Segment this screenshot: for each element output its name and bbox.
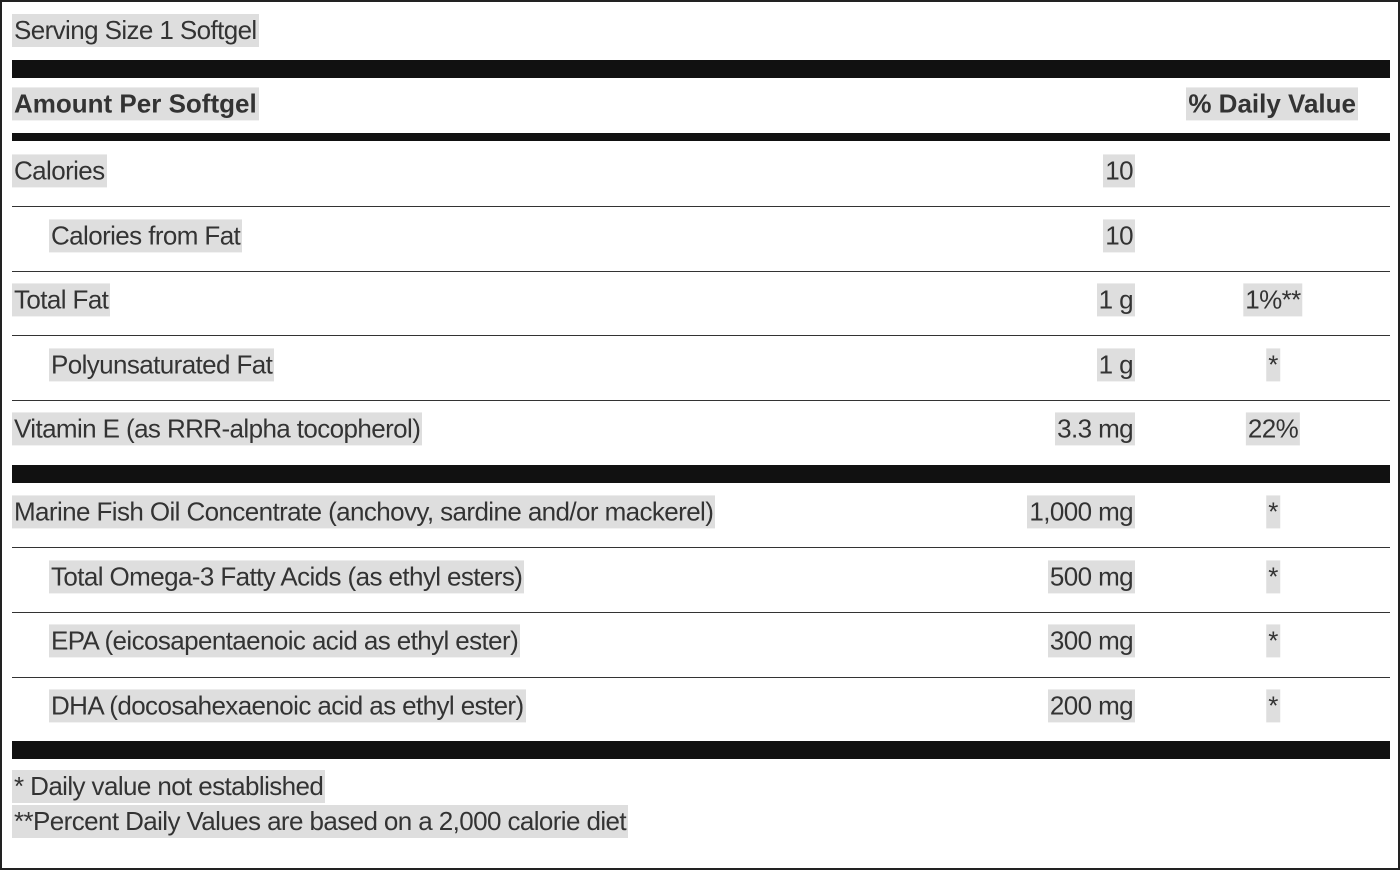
table-row xyxy=(12,674,1390,738)
nutrient-daily-value: * xyxy=(1266,348,1280,381)
footnote-percent-daily: **Percent Daily Values are based on a 2,000 calorie diet xyxy=(12,805,628,838)
amount-per-label: Amount Per Softgel xyxy=(12,87,259,120)
table-row xyxy=(12,397,1390,461)
nutrient-amount: 10 xyxy=(1103,154,1135,187)
footnote-not-established: * Daily value not established xyxy=(12,770,325,803)
nutrient-name: Calories xyxy=(12,154,107,187)
serving-size: Serving Size 1 Softgel xyxy=(12,14,259,47)
nutrient-amount: 10 xyxy=(1103,219,1135,252)
nutrient-amount: 3.3 mg xyxy=(1055,412,1135,445)
nutrient-daily-value: * xyxy=(1266,624,1280,657)
nutrient-name: Calories from Fat xyxy=(49,219,242,252)
table-row xyxy=(12,545,1390,609)
thick-divider xyxy=(12,741,1390,759)
nutrient-amount: 500 mg xyxy=(1048,560,1135,593)
nutrient-daily-value: 1%** xyxy=(1243,283,1302,316)
nutrient-amount: 200 mg xyxy=(1048,689,1135,722)
table-row xyxy=(12,139,1390,203)
nutrient-daily-value: * xyxy=(1266,560,1280,593)
nutrient-amount: 1 g xyxy=(1097,348,1135,381)
nutrient-amount: 1 g xyxy=(1097,283,1135,316)
nutrient-amount: 1,000 mg xyxy=(1027,495,1135,528)
table-row xyxy=(12,333,1390,397)
nutrient-name: DHA (docosahexaenoic acid as ethyl ester) xyxy=(49,689,526,722)
nutrient-name: Vitamin E (as RRR-alpha tocopherol) xyxy=(12,412,422,445)
nutrient-daily-value: * xyxy=(1266,689,1280,722)
daily-value-label: % Daily Value xyxy=(1186,87,1358,120)
nutrient-name: EPA (eicosapentaenoic acid as ethyl ester) xyxy=(49,624,520,657)
table-row xyxy=(12,268,1390,332)
nutrient-daily-value: 22% xyxy=(1246,412,1300,445)
nutrient-daily-value: * xyxy=(1266,495,1280,528)
nutrient-name: Polyunsaturated Fat xyxy=(49,348,274,381)
nutrient-name: Total Omega-3 Fatty Acids (as ethyl esters) xyxy=(49,560,524,593)
table-row xyxy=(12,609,1390,673)
table-row xyxy=(12,204,1390,268)
nutrient-name: Marine Fish Oil Concentrate (anchovy, sardine and/or mackerel) xyxy=(12,495,715,528)
nutrient-amount: 300 mg xyxy=(1048,624,1135,657)
header-row xyxy=(12,72,1390,136)
nutrient-name: Total Fat xyxy=(12,283,110,316)
table-row xyxy=(12,480,1390,544)
